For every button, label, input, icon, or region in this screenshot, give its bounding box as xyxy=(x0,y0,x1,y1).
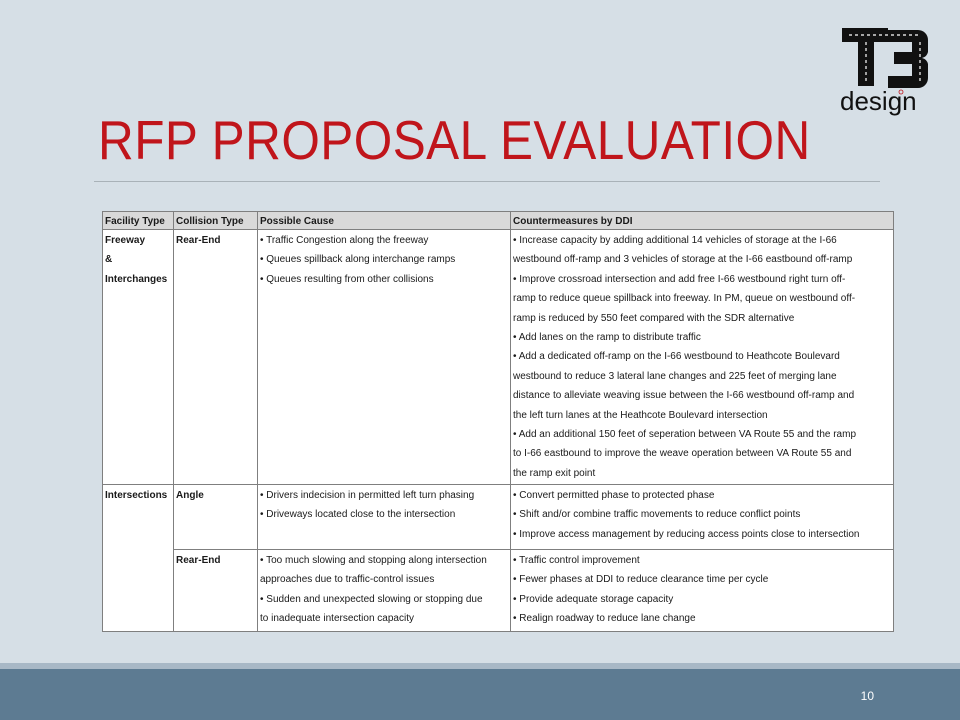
countermeasure-line: • Add a dedicated off-ramp on the I-66 westbound to Heathcote Boulevard xyxy=(513,351,840,363)
facility-line: Freeway xyxy=(105,235,146,246)
header-facility-type: Facility Type xyxy=(103,212,174,230)
cause-line: • Queues resulting from other collisions xyxy=(260,273,434,285)
collision-type-cell xyxy=(174,230,258,485)
facility-line: Intersections xyxy=(105,490,168,501)
cause-line: to inadequate intersection capacity xyxy=(260,613,414,625)
countermeasure-line: westbound to reduce 3 lateral lane changes and 225 feet of merging lane xyxy=(513,370,837,382)
countermeasure-line: ramp to reduce queue spillback into freeway. In PM, queue on westbound off- xyxy=(513,293,856,305)
page-number: 10 xyxy=(860,689,874,703)
countermeasures-cell xyxy=(511,550,894,632)
countermeasure-line: • Convert permitted phase to protected phase xyxy=(513,490,715,501)
facility-line: & xyxy=(105,254,113,266)
collision-type: Angle xyxy=(176,490,204,501)
evaluation-table xyxy=(102,211,894,632)
header-collision-type: Collision Type xyxy=(174,212,258,230)
header-countermeasures: Countermeasures by DDI xyxy=(511,212,894,230)
facility-type-cell xyxy=(103,230,174,485)
cause-line: • Driveways located close to the intersection xyxy=(260,509,456,521)
countermeasure-line: • Add an additional 150 feet of seperation between VA Route 55 and the ramp xyxy=(513,429,857,441)
collision-type-cell xyxy=(174,550,258,632)
countermeasure-line: • Provide adequate storage capacity xyxy=(513,593,674,605)
countermeasures-cell xyxy=(511,485,894,550)
collision-type-cell xyxy=(174,485,258,550)
cause-line: approaches due to traffic-control issues xyxy=(260,574,435,586)
cause-line: • Sudden and unexpected slowing or stopping due xyxy=(260,593,483,605)
slide-title: RFP PROPOSAL EVALUATION xyxy=(98,109,811,171)
countermeasure-line: • Increase capacity by adding additional 14 vehicles of storage at the I-66 xyxy=(513,235,837,246)
countermeasure-line: ramp is reduced by 550 feet compared with the SDR alternative xyxy=(513,312,795,324)
cause-line: • Traffic Congestion along the freeway xyxy=(260,235,429,246)
footer-bar xyxy=(0,669,960,720)
table-row xyxy=(103,550,894,632)
title-divider xyxy=(94,181,880,182)
facility-line: Interchanges xyxy=(105,273,168,285)
table-header-row xyxy=(103,212,894,230)
cause-line: • Too much slowing and stopping along intersection xyxy=(260,555,487,566)
countermeasure-line: • Realign roadway to reduce lane change xyxy=(513,613,696,625)
countermeasure-line: • Traffic control improvement xyxy=(513,555,640,566)
collision-type: Rear-End xyxy=(176,555,221,566)
cause-line: • Queues spillback along interchange ramps xyxy=(260,254,456,266)
facility-type-cell xyxy=(103,485,174,632)
logo-wordmark: design xyxy=(840,86,917,116)
countermeasure-line: • Add lanes on the ramp to distribute traffic xyxy=(513,332,701,344)
possible-cause-cell xyxy=(258,550,511,632)
countermeasure-line: westbound off-ramp and 3 vehicles of storage at the I-66 eastbound off-ramp xyxy=(513,254,853,266)
countermeasures-cell xyxy=(511,230,894,485)
countermeasure-line: • Improve access management by reducing access points close to intersection xyxy=(513,528,860,540)
countermeasure-line: to I-66 eastbound to improve the weave operation between VA Route 55 and xyxy=(513,448,852,460)
header-possible-cause: Possible Cause xyxy=(258,212,511,230)
countermeasure-line: the ramp exit point xyxy=(513,467,596,479)
table-row xyxy=(103,485,894,550)
countermeasure-line: • Fewer phases at DDI to reduce clearance time per cycle xyxy=(513,574,769,586)
countermeasure-line: the left turn lanes at the Heathcote Boulevard intersection xyxy=(513,409,768,421)
table-row xyxy=(103,230,894,485)
countermeasure-line: distance to alleviate weaving issue between the I-66 westbound off-ramp and xyxy=(513,390,855,402)
possible-cause-cell xyxy=(258,230,511,485)
countermeasure-line: • Shift and/or combine traffic movements to reduce conflict points xyxy=(513,509,801,521)
cause-line: • Drivers indecision in permitted left turn phasing xyxy=(260,490,475,501)
possible-cause-cell xyxy=(258,485,511,550)
collision-type: Rear-End xyxy=(176,235,221,246)
countermeasure-line: • Improve crossroad intersection and add free I-66 westbound right turn off- xyxy=(513,273,846,285)
